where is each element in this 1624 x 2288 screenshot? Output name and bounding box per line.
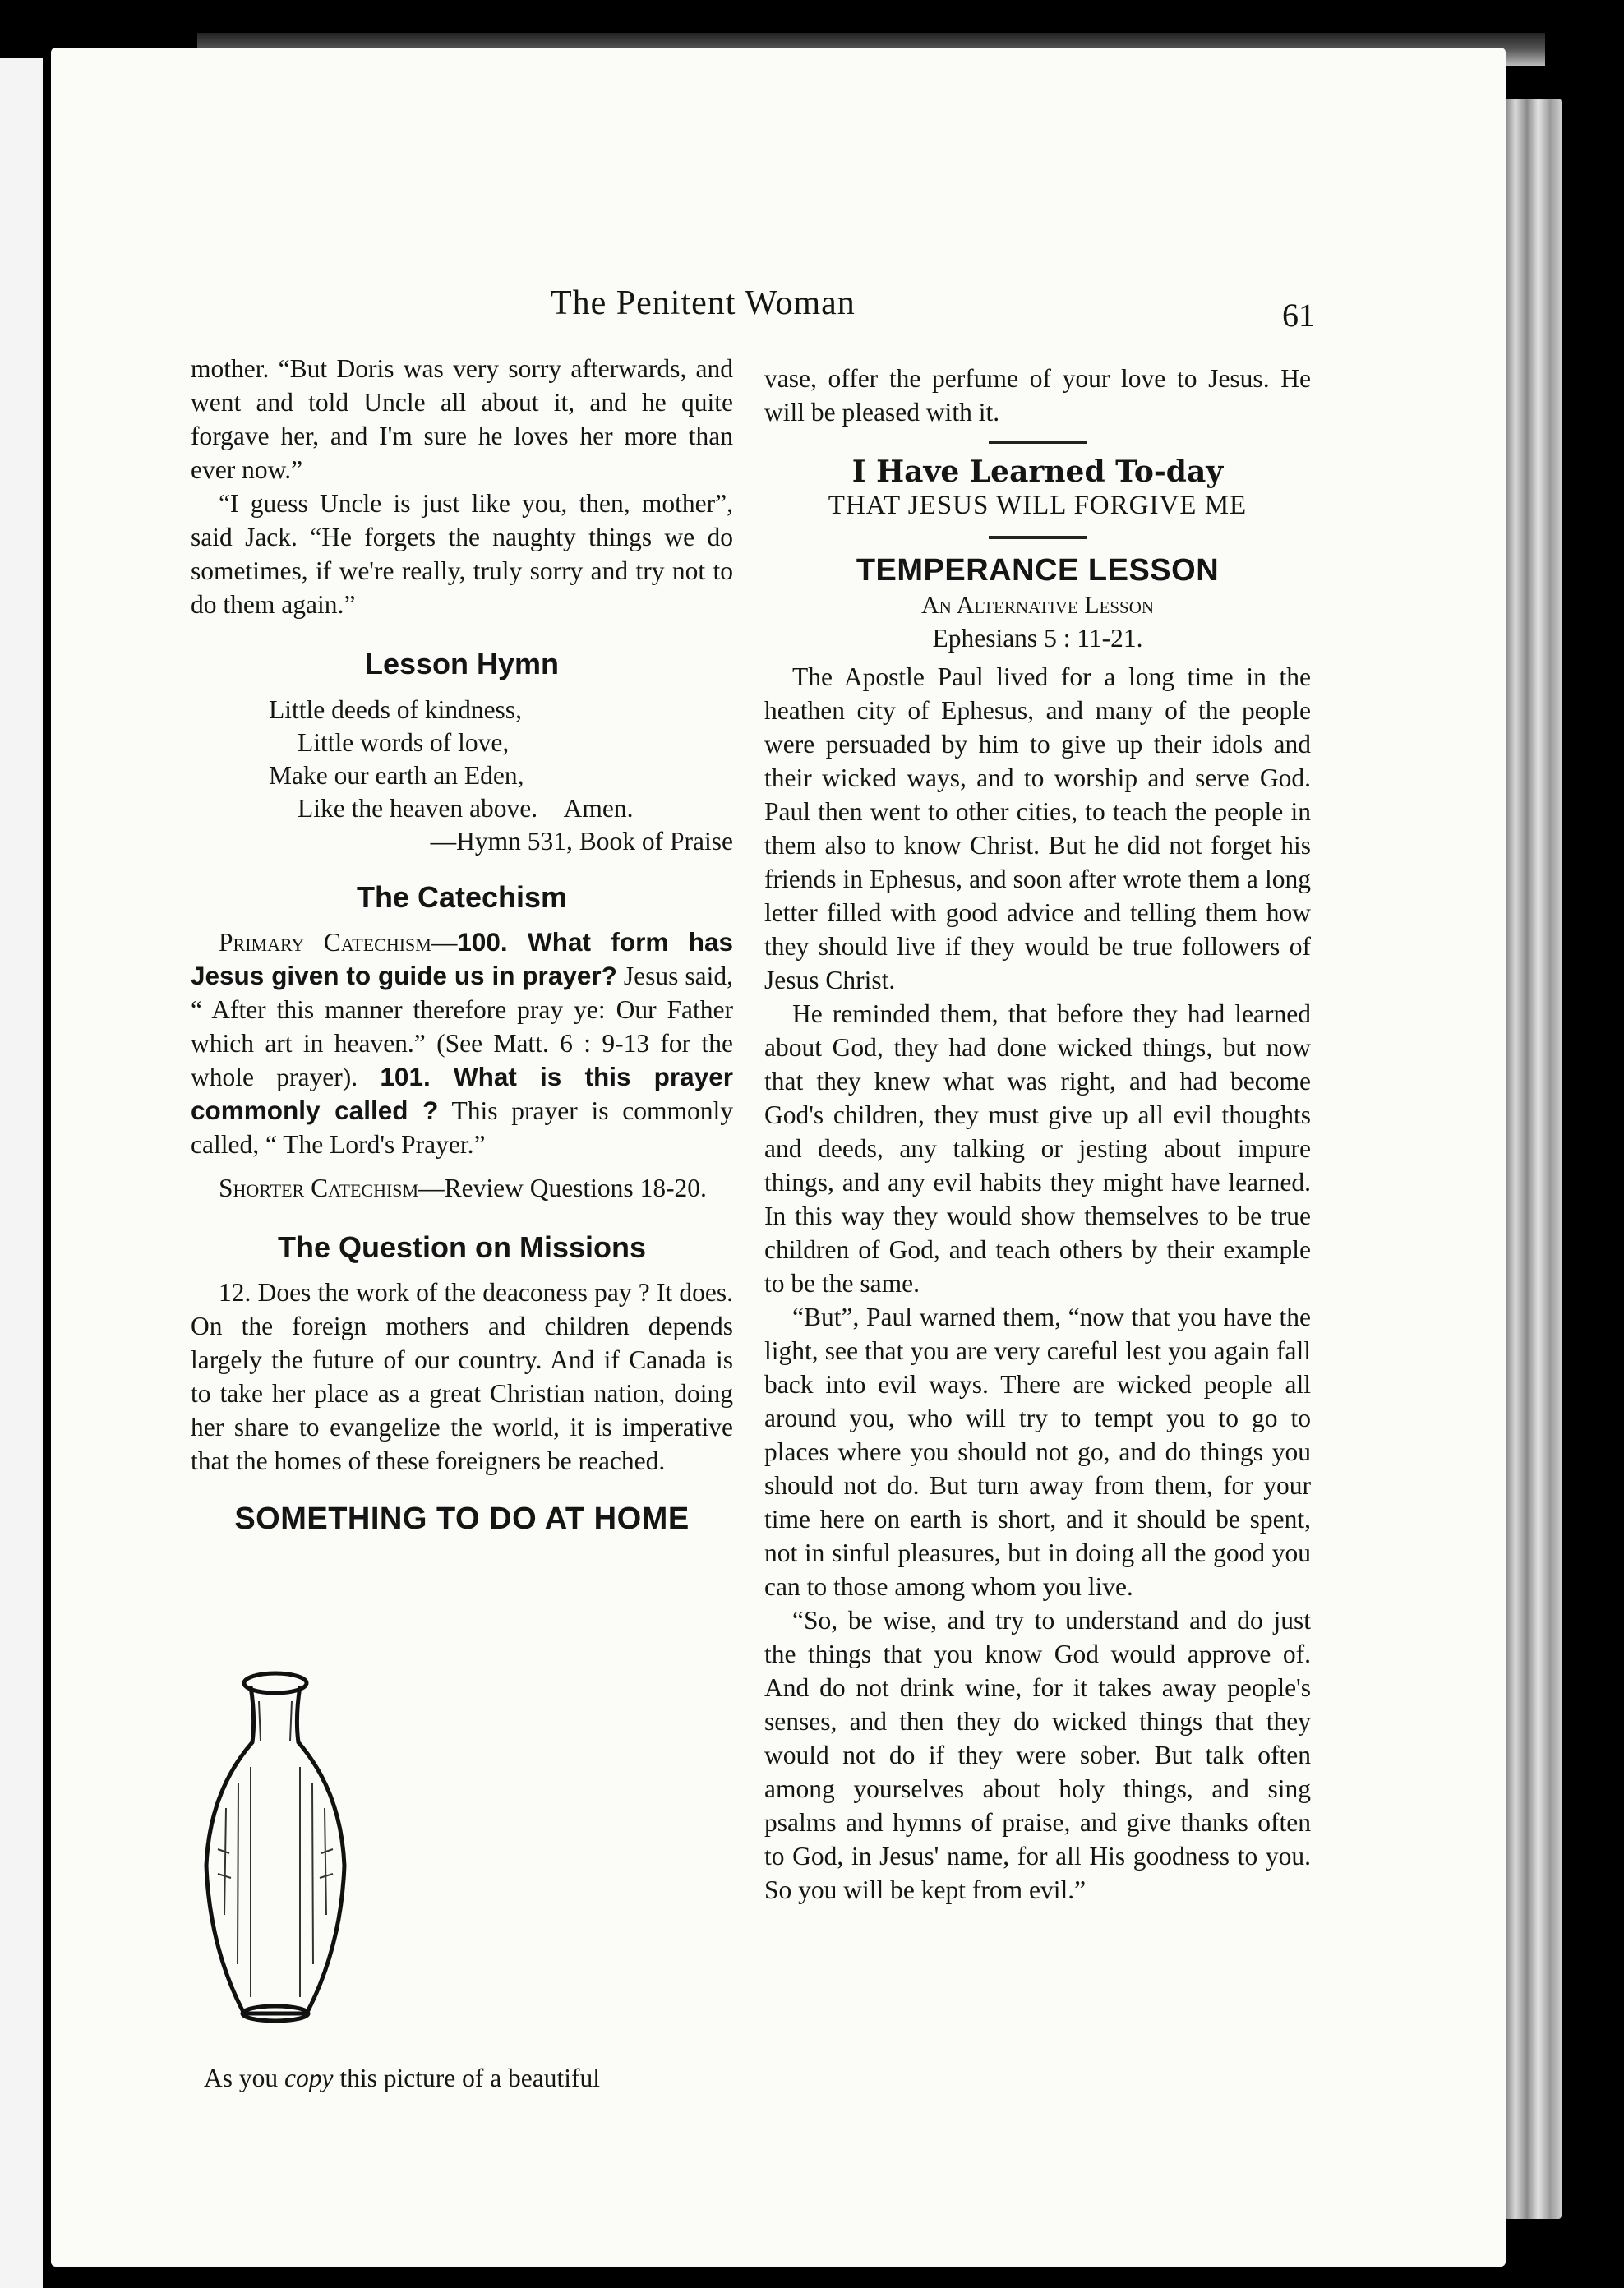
answer-100: Jesus said, “ After this manner therefore pray ye: Our Father which art in heaven.” (See Matt. 6 : 9-13 for the whole prayer). [191, 962, 733, 1091]
hymn-line: Make our earth an Eden, [269, 761, 524, 790]
alternative-lesson-label: An Alternative Lesson [920, 592, 1155, 619]
missions-paragraph: 12. Does the work of the deaconess pay ? It does. On the foreign mothers and children depends largely the future of our country. And if Canada is to take her place as a great Christian nation, doing her share to evangelize the world, it is imperative that the homes of these foreigners be reached. [191, 1278, 733, 1475]
caption-text-1: As you [204, 2064, 285, 2092]
caption-text-2: this picture of a beautiful [333, 2064, 601, 2092]
vase-illustration [201, 1668, 349, 2030]
divider-rule [989, 441, 1087, 444]
caption-emphasis: copy [284, 2064, 334, 2092]
catechism-heading: The Catechism [356, 880, 568, 914]
vase-icon [201, 1668, 349, 2030]
divider-rule [989, 536, 1087, 539]
scripture-reference: Ephesians 5 : 11-21. [932, 624, 1143, 653]
hymn-line: Little deeds of kindness, [269, 695, 522, 724]
question-101: 101. What is this prayer commonly called ? [191, 1062, 733, 1125]
missions-heading: The Question on Missions [277, 1230, 647, 1264]
temperance-heading: TEMPERANCE LESSON [856, 553, 1220, 588]
right-column [764, 362, 1311, 1907]
page-stack-edge [1504, 99, 1562, 2219]
hymn-line: Like the heaven above. Amen. [298, 794, 634, 823]
lesson-paragraph: The Apostle Paul lived for a long time in the heathen city of Ephesus, and many of the people were persuaded by him to give up their idols and their wicked ways, and to worship and serve God. Paul then went to other cities, to teach the people in them also to know Christ. But he did not forget his friends in Ephesus, and soon after wrote them a long letter filled with good advice and telling them how they should live if they would be true followers of Jesus Christ. [764, 662, 1311, 994]
question-100: 100. What form has Jesus given to guide us in prayer? [191, 927, 733, 990]
lesson-paragraph: “So, be wise, and try to understand and do just the things that you know God would approve of. And do not drink wine, for it takes away people's senses, and then they do wicked things that they would not do if they were sober. But talk often among yourselves about holy things, and sing psalms and hymns of praise, and give thanks often to God, in Jesus' name, for all His goodness to you. So you will be kept from evil.” [764, 1606, 1311, 1904]
learned-today-title: I Have Learned To-day [851, 454, 1224, 489]
learned-today-subtitle: THAT JESUS WILL FORGIVE ME [828, 491, 1248, 520]
lesson-paragraph: “But”, Paul warned them, “now that you have the light, see that you are very careful lest you again fall back into evil ways. There are wicked people all around you, who will try to tempt you to go to places where you should not go, and do things you should not do. But turn away from them, for your time here on earth is short, and it should be spent, not in sinful pleasures, but in doing all the good you can to those among whom you live. [764, 1303, 1311, 1601]
primary-catechism-label: Primary Catechism— [219, 928, 458, 957]
adjacent-page-edge [0, 58, 43, 2288]
hymn-verse [191, 694, 733, 858]
continued-paragraph: vase, offer the perfume of your love to Jesus. He will be pleased with it. [764, 364, 1311, 427]
left-column [191, 352, 733, 1538]
hymn-source: —Hymn 531, Book of Praise [430, 827, 733, 856]
hymn-heading: Lesson Hymn [364, 647, 560, 680]
shorter-catechism [191, 1171, 733, 1205]
hymn-line: Little words of love, [298, 728, 510, 757]
shorter-catechism-label: Shorter Catechism [219, 1174, 419, 1202]
vase-caption [204, 2061, 722, 2095]
intro-paragraph-2: “I guess Uncle is just like you, then, mother”, said Jack. “He forgets the naughty things we do sometimes, if we're really, truly sorry and try not to do them again.” [191, 489, 733, 619]
running-header: The Penitent Woman [551, 284, 856, 322]
intro-paragraph-1: mother. “But Doris was very sorry afterwards, and went and told Uncle all about it, and he quite forgave her, and I'm sure he loves her more than ever now.” [191, 354, 733, 484]
answer-101: This prayer is commonly called, “ The Lord's Prayer.” [191, 1096, 733, 1159]
page-number: 61 [1282, 297, 1315, 334]
lesson-paragraph: He reminded them, that before they had learned about God, they had done wicked things, but now that they knew what was right, and had become God's children, they must give up all evil thoughts and deeds, any talking or jesting about impure things, and any evil habits they might have learned. In this way they would show themselves to be true children of God, and teach others by their example to be the same. [764, 999, 1311, 1298]
home-activity-heading: SOMETHING TO DO AT HOME [234, 1502, 690, 1536]
shorter-catechism-text: —Review Questions 18-20. [418, 1174, 707, 1202]
primary-catechism [191, 925, 733, 1161]
